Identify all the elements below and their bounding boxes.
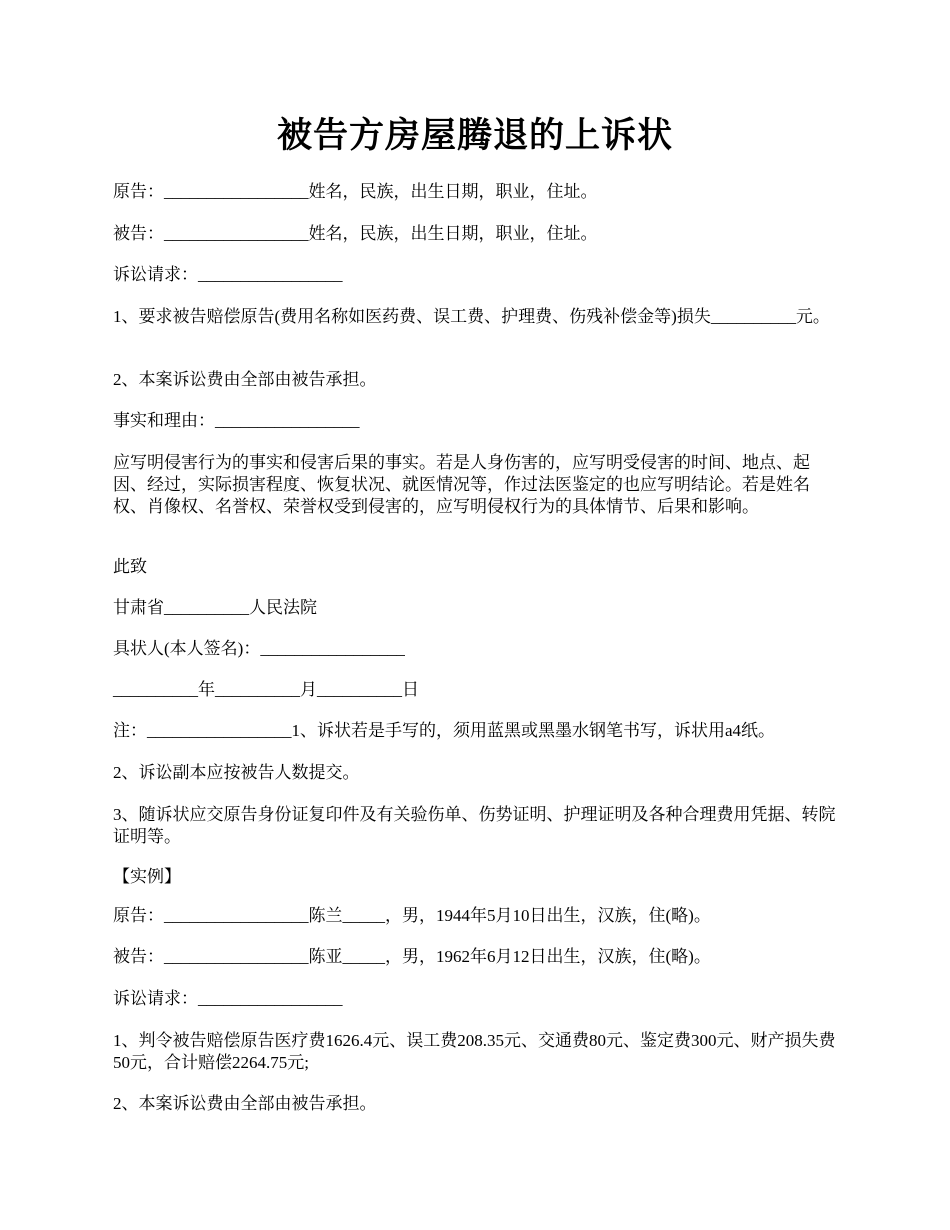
paragraph-example-claim-2: 2、本案诉讼费由全部由被告承担。: [113, 1094, 377, 1113]
document-title: 被告方房屋腾退的上诉状: [276, 116, 673, 155]
paragraph-example-plaintiff: 原告：_________________陈兰_____，男，1944年5月10日出生，汉族，住(略)。: [113, 906, 711, 925]
paragraph-claims-heading: 诉讼请求：_________________: [113, 265, 343, 284]
paragraph-example-claim-1: 1、判令被告赔偿原告医疗费1626.4元、误工费208.35元、交通费80元、鉴定费300元、财产损失费50元，合计赔偿2264.75元;: [113, 1031, 836, 1072]
paragraph-note-3: 3、随诉状应交原告身份证复印件及有关验伤单、伤势证明、护理证明及各种合理费用凭据、转院证明等。: [113, 805, 836, 846]
paragraph-claim-1: 1、要求被告赔偿原告(费用名称如医药费、误工费、护理费、伤残补偿金等)损失__________元。: [113, 307, 830, 326]
paragraph-claim-2: 2、本案诉讼费由全部由被告承担。: [113, 370, 377, 389]
paragraph-example-heading: 【实例】: [113, 867, 181, 886]
paragraph-note-1: 注：_________________1、诉状若是手写的，须用蓝黑或黑墨水钢笔书写，诉状用a4纸。: [113, 721, 776, 740]
paragraph-signature: 具状人(本人签名)：_________________: [113, 639, 405, 658]
paragraph-defendant-template: 被告：_________________姓名，民族，出生日期，职业，住址。: [113, 224, 598, 243]
paragraph-facts-heading: 事实和理由：_________________: [113, 411, 360, 430]
paragraph-example-claims-heading: 诉讼请求：_________________: [113, 989, 343, 1008]
paragraph-note-2: 2、诉讼副本应按被告人数提交。: [113, 763, 360, 782]
paragraph-facts-body: 应写明侵害行为的事实和侵害后果的事实。若是人身伤害的，应写明受侵害的时间、地点、起因、经过，实际损害程度、恢复状况、就医情况等，作过法医鉴定的也应写明结论。若是姓名权、肖像权、名誉权、荣誉权受到侵害的，应写明侵权行为的具体情节、后果和影响。: [113, 453, 810, 516]
paragraph-plaintiff-template: 原告：_________________姓名，民族，出生日期，职业，住址。: [113, 182, 598, 201]
paragraph-court: 甘肃省__________人民法院: [113, 598, 317, 617]
paragraph-date: __________年__________月__________日: [113, 680, 419, 699]
paragraph-salutation: 此致: [113, 557, 147, 576]
paragraph-example-defendant: 被告：_________________陈亚_____，男，1962年6月12日出生，汉族，住(略)。: [113, 947, 711, 966]
